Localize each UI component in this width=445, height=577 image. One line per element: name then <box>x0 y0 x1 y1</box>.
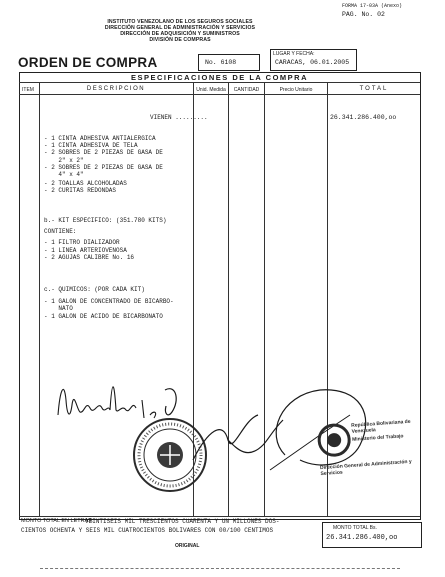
total-amount-value: 26.341.286.400,oo <box>326 534 398 542</box>
list-item: - 2 TOALLAS ALCOHOLADAS <box>44 180 127 188</box>
original-label: ORIGINAL <box>175 543 200 549</box>
col-header-total: TOTAL <box>359 86 389 92</box>
header-line-2: DIRECCIÓN GENERAL DE ADMINISTRACIÓN Y SERVICIOS <box>104 25 256 31</box>
vienen-label: VIENEN ......... <box>150 114 208 121</box>
amount-words-line-2: CIENTOS OCHENTA Y SEIS MIL CUATROCIENTOS BOLIVARES CON 00/100 CENTIMOS <box>21 527 274 534</box>
group3-list <box>44 286 174 320</box>
header-line-4: DIVISIÓN DE COMPRAS <box>149 37 211 43</box>
place-date-box <box>270 49 357 71</box>
page-number: PAG. No. 02 <box>342 11 385 18</box>
place-date-label: LUGAR Y FECHA: <box>273 51 315 57</box>
col-header-item: ITEM <box>22 87 34 93</box>
list-item: - 1 FILTRO DIALIZADOR <box>44 239 120 247</box>
col-header-unit: Unid. Medida <box>196 87 226 93</box>
order-number: No. 6108 <box>205 59 237 66</box>
group2-title: b.- KIT ESPECIFICO: (351.780 KITS) <box>44 217 167 224</box>
list-item: 2" x 2" <box>44 156 84 164</box>
stamp-text-2: Ministerio del Trabajo <box>351 433 404 443</box>
form-code: FORMA 17-03A (Anexo) <box>342 3 403 9</box>
header-line-3: DIRECCIÓN DE ADQUISICIÓN Y SUMINISTROS <box>120 31 240 37</box>
group2-subtitle: CONTIENE: <box>44 228 77 236</box>
list-item: - 2 CURITAS REDONDAS <box>44 187 117 195</box>
list-item: - 1 CINTA ADHESIVA ANTIALERGICA <box>44 135 156 142</box>
list-item: - 2 SOBRES DE 2 PIEZAS DE GASA DE <box>44 149 163 157</box>
stamp-text-1: República Bolivariana de Venezuela <box>351 418 411 435</box>
page-title: ORDEN DE COMPRA <box>18 55 158 70</box>
section-title: ESPECIFICACIONES DE LA COMPRA <box>131 73 308 82</box>
group3-title: c.- QUIMICOS: (POR CADA KIT) <box>44 286 145 293</box>
amount-words-label: MONTO TOTAL EN LETRAS: <box>21 518 94 524</box>
group1-list <box>44 135 163 195</box>
vienen-total: 26.341.286.400,oo <box>330 114 397 121</box>
list-item: NATO <box>44 305 73 313</box>
order-number-box <box>198 54 260 71</box>
col-header-quantity: CANTIDAD <box>233 87 260 93</box>
total-amount-label: MONTO TOTAL Bs. <box>333 525 377 531</box>
stamp-emblem-icon <box>313 419 356 462</box>
col-header-description: DESCRIPCION <box>86 86 146 92</box>
list-item: - 2 AGUJAS CALIBRE No. 16 <box>44 253 135 261</box>
list-item: - 2 SOBRES DE 2 PIEZAS DE GASA DE <box>44 163 163 171</box>
group2-list <box>44 217 166 261</box>
list-item: - 1 CINTA ADHESIVA DE TELA <box>44 142 138 150</box>
total-amount-box <box>322 522 422 548</box>
amount-words-line-1: VEINTISEIS MIL TRESCIENTOS CUARENTA Y UN MILLONES DOS- <box>85 518 280 525</box>
stamp-text-3: Dirección General de Administración y Servicios <box>319 458 412 478</box>
header-line-1: INSTITUTO VENEZOLANO DE LOS SEGUROS SOCIALES <box>107 19 253 25</box>
place-date-value: CARACAS, 06.01.2005 <box>275 59 350 66</box>
col-header-unit-price: Precio Unitario <box>279 87 313 93</box>
institution-header <box>100 19 260 43</box>
list-item: - 1 GALON DE CONCENTRADO DE BICARBO- <box>44 298 174 306</box>
list-item: - 1 LINEA ARTERIOVENOSA <box>44 246 127 254</box>
list-item: - 1 GALON DE ACIDO DE BICARBONATO <box>44 312 163 320</box>
scan-edge <box>40 568 400 569</box>
list-item: 4" x 4" <box>44 171 84 179</box>
ministry-stamp <box>313 415 417 488</box>
